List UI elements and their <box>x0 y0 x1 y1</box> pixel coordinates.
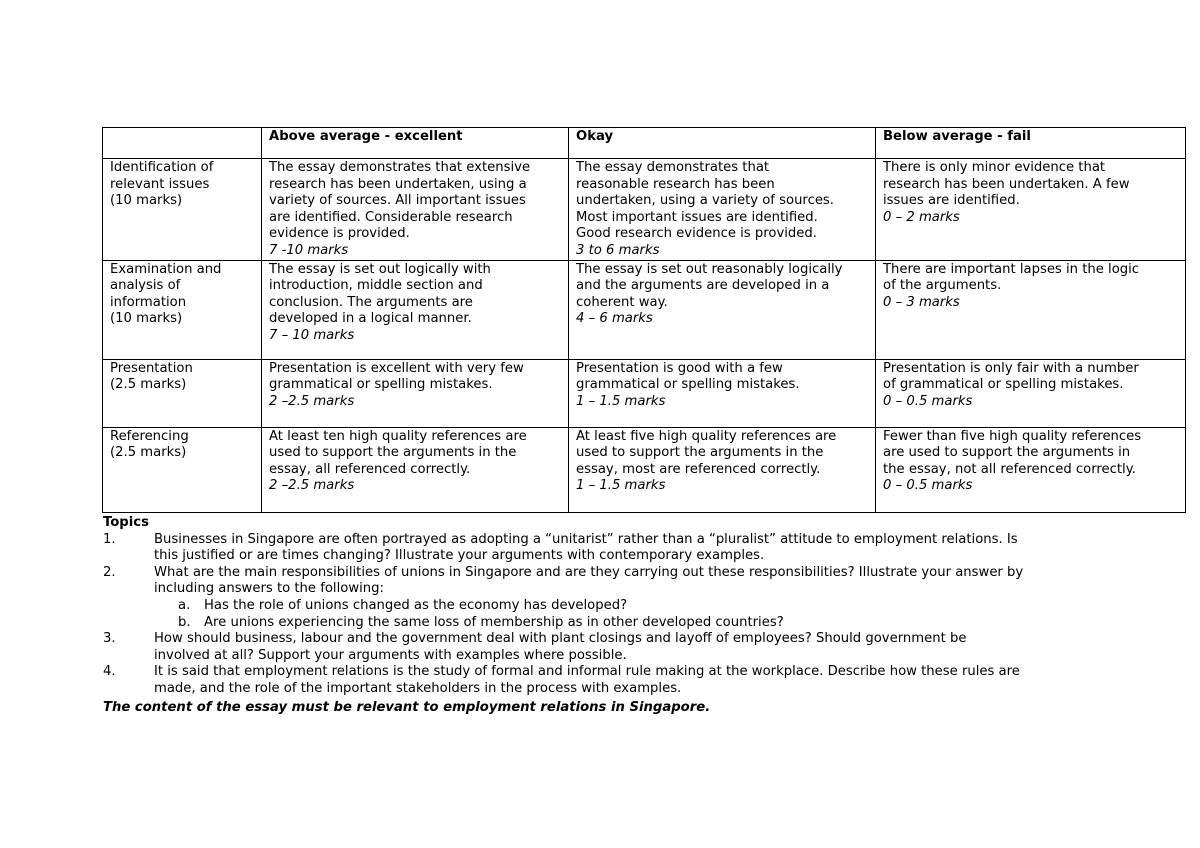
criterion-line: Examination and <box>110 261 222 277</box>
criterion-marks: (10 marks) <box>110 193 183 209</box>
cell-line: grammatical or spelling mistakes. <box>576 377 800 393</box>
topic-line: It is said that employment relations is the study of formal and informal rule making at the workplace. Describe how these rules are <box>154 664 1020 680</box>
cell-line: are used to support the arguments in <box>883 445 1131 461</box>
topic-line: Businesses in Singapore are often portrayed as adopting a “unitarist” rather than a “pluralist” attitude to employment relations. Is <box>154 531 1018 547</box>
topic-item <box>103 664 1103 697</box>
criterion-cell <box>103 427 262 512</box>
grade-cell-okay <box>569 159 876 261</box>
mark-range: 1 – 1.5 marks <box>576 393 666 409</box>
cell-line: The essay is set out logically with <box>269 261 491 277</box>
subitem-text: Are unions experiencing the same loss of membership as in other developed countries? <box>204 614 784 630</box>
topics-heading: Topics <box>103 515 149 530</box>
mark-range: 2 –2.5 marks <box>269 393 355 409</box>
mark-range: 0 – 0.5 marks <box>883 478 973 494</box>
cell-line: At least five high quality references are <box>576 428 837 444</box>
rubric-row-identification <box>103 159 1186 261</box>
relevance-note: The content of the essay must be relevant to employment relations in Singapore. <box>103 699 711 715</box>
cell-line: are identified. Considerable research <box>269 209 513 225</box>
cell-line: undertaken, using a variety of sources. <box>576 193 834 209</box>
cell-line: research has been undertaken. A few <box>883 176 1130 192</box>
rubric-row-presentation <box>103 359 1186 427</box>
grade-cell-excellent <box>262 260 569 359</box>
topic-line: this justified or are times changing? Illustrate your arguments with contemporary examples. <box>154 548 765 564</box>
cell-line: used to support the arguments in the <box>576 445 824 461</box>
cell-line: essay, all referenced correctly. <box>269 461 471 477</box>
cell-line: conclusion. The arguments are <box>269 294 473 310</box>
grade-cell-excellent <box>262 427 569 512</box>
criterion-marks: (2.5 marks) <box>110 377 187 393</box>
cell-line: variety of sources. All important issues <box>269 193 526 209</box>
cell-line: Presentation is only fair with a number <box>883 360 1139 376</box>
cell-line: introduction, middle section and <box>269 278 483 294</box>
topic-subitem <box>103 615 1103 632</box>
mark-range: 4 – 6 marks <box>576 311 653 327</box>
topic-item <box>103 532 1103 565</box>
cell-line: of grammatical or spelling mistakes. <box>883 377 1124 393</box>
cell-line: Most important issues are identified. <box>576 209 818 225</box>
topic-number: 2. <box>103 564 116 580</box>
cell-line: There are important lapses in the logic <box>883 261 1140 277</box>
cell-line: evidence is provided. <box>269 226 410 242</box>
rubric-header-okay: Okay <box>569 128 876 159</box>
topic-item <box>103 565 1103 598</box>
cell-line: Presentation is excellent with very few <box>269 360 524 376</box>
criterion-cell <box>103 359 262 427</box>
grade-cell-okay <box>569 427 876 512</box>
topic-line: involved at all? Support your arguments with examples where possible. <box>154 647 627 663</box>
cell-line: Good research evidence is provided. <box>576 226 817 242</box>
cell-line: of the arguments. <box>883 278 1002 294</box>
grade-cell-fail <box>876 427 1186 512</box>
rubric-header-excellent: Above average - excellent <box>262 128 569 159</box>
cell-line: grammatical or spelling mistakes. <box>269 377 493 393</box>
criterion-cell <box>103 260 262 359</box>
grade-cell-okay <box>569 359 876 427</box>
cell-line: The essay is set out reasonably logically <box>576 261 843 277</box>
criterion-marks: (10 marks) <box>110 311 183 327</box>
grade-cell-excellent <box>262 359 569 427</box>
mark-range: 0 – 0.5 marks <box>883 393 973 409</box>
rubric-row-referencing <box>103 427 1186 512</box>
topic-line: including answers to the following: <box>154 581 384 597</box>
topic-number: 3. <box>103 631 116 647</box>
topic-subitem <box>103 598 1103 615</box>
criterion-line: analysis of <box>110 278 181 294</box>
criterion-line: Referencing <box>110 428 189 444</box>
cell-line: developed in a logical manner. <box>269 311 472 327</box>
grade-cell-fail <box>876 260 1186 359</box>
topic-line: How should business, labour and the government deal with plant closings and layoff of employees? Should government be <box>154 631 967 647</box>
mark-range: 2 –2.5 marks <box>269 478 355 494</box>
marking-rubric-table <box>102 127 1186 513</box>
topic-number: 4. <box>103 664 116 680</box>
criterion-line: relevant issues <box>110 176 210 192</box>
criterion-line: Presentation <box>110 360 193 376</box>
mark-range: 3 to 6 marks <box>576 242 660 258</box>
subitem-text: Has the role of unions changed as the economy has developed? <box>204 597 628 613</box>
cell-line: coherent way. <box>576 294 668 310</box>
criterion-cell <box>103 159 262 261</box>
criterion-marks: (2.5 marks) <box>110 445 187 461</box>
cell-line: reasonable research has been <box>576 176 775 192</box>
cell-line: used to support the arguments in the <box>269 445 517 461</box>
cell-line: the essay, not all referenced correctly. <box>883 461 1136 477</box>
mark-range: 7 – 10 marks <box>269 327 355 343</box>
rubric-header-row <box>103 128 1186 159</box>
grade-cell-excellent <box>262 159 569 261</box>
grade-cell-fail <box>876 159 1186 261</box>
cell-line: essay, most are referenced correctly. <box>576 461 821 477</box>
topic-line: made, and the role of the important stakeholders in the process with examples. <box>154 680 682 696</box>
mark-range: 0 – 3 marks <box>883 294 960 310</box>
grade-cell-fail <box>876 359 1186 427</box>
grade-cell-okay <box>569 260 876 359</box>
topic-item <box>103 631 1103 664</box>
cell-line: The essay demonstrates that extensive <box>269 160 531 175</box>
cell-line: and the arguments are developed in a <box>576 278 830 294</box>
mark-range: 0 – 2 marks <box>883 209 960 225</box>
rubric-header-blank <box>103 128 262 159</box>
cell-line: The essay demonstrates that <box>576 160 770 175</box>
cell-line: Fewer than five high quality references <box>883 428 1142 444</box>
mark-range: 1 – 1.5 marks <box>576 478 666 494</box>
cell-line: issues are identified. <box>883 193 1020 209</box>
criterion-line: information <box>110 294 187 310</box>
cell-line: At least ten high quality references are <box>269 428 527 444</box>
topic-line: What are the main responsibilities of unions in Singapore and are they carrying out these responsibilities? Illustrate your answer by <box>154 564 1024 580</box>
subitem-letter: a. <box>178 597 191 613</box>
subitem-letter: b. <box>178 614 191 630</box>
cell-line: research has been undertaken, using a <box>269 176 527 192</box>
rubric-row-examination <box>103 260 1186 359</box>
mark-range: 7 -10 marks <box>269 242 349 258</box>
rubric-header-fail: Below average - fail <box>876 128 1186 159</box>
topics-section <box>103 515 1103 716</box>
topic-number: 1. <box>103 531 116 547</box>
cell-line: Presentation is good with a few <box>576 360 783 376</box>
criterion-line: Identification of <box>110 160 214 175</box>
cell-line: There is only minor evidence that <box>883 160 1106 175</box>
